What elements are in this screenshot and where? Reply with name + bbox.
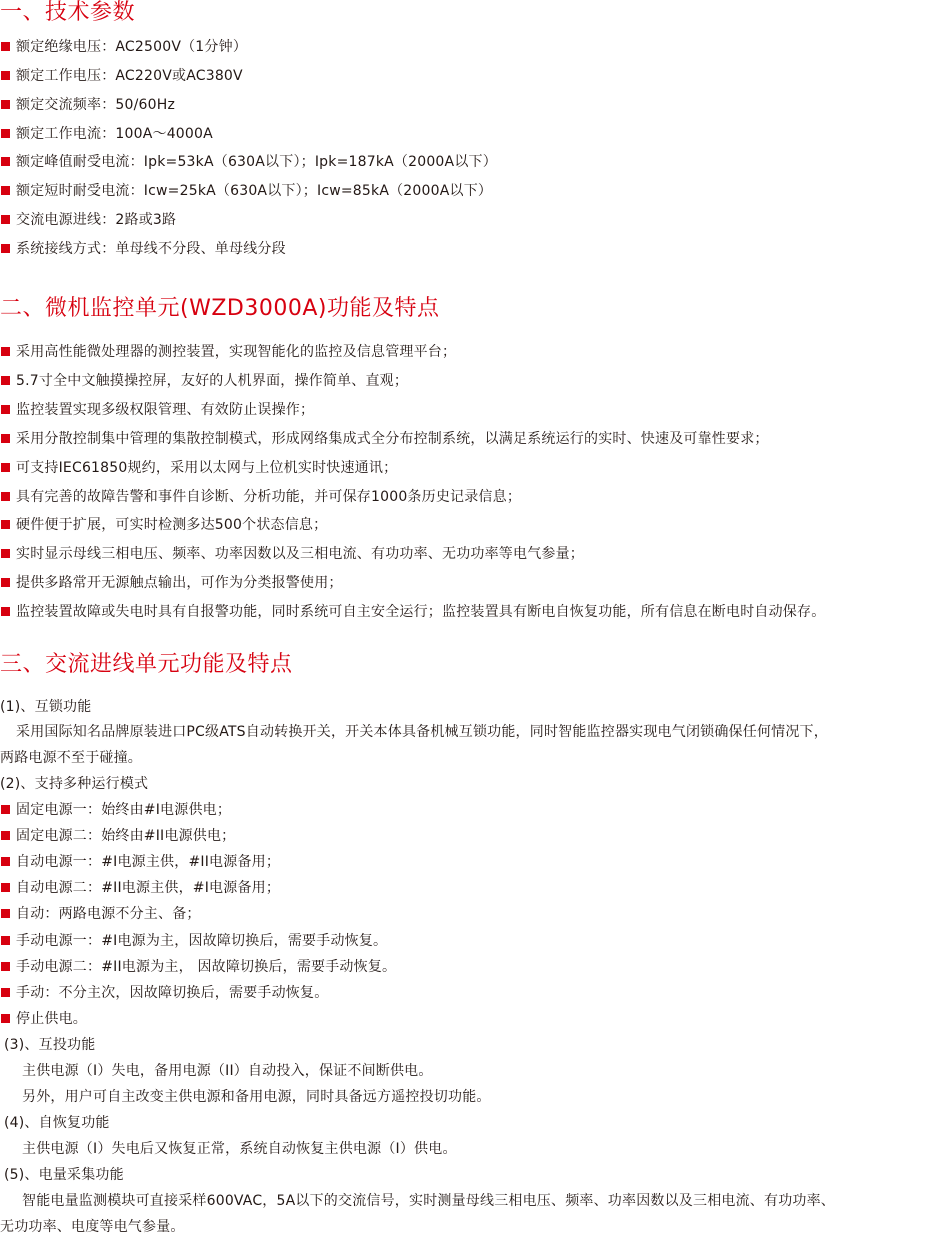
list-item: 实时显示母线三相电压、频率、功率因数以及三相电流、有功功率、无功功率等电气参量； — [0, 545, 584, 563]
list-item: 额定交流频率：50/60Hz — [0, 96, 175, 114]
list-item: 额定工作电流：100A～4000A — [0, 125, 213, 143]
list-item: 采用高性能微处理器的测控装置，实现智能化的监控及信息管理平台； — [0, 343, 456, 361]
list-item: 自动：两路电源不分主、备； — [0, 905, 201, 923]
list-item: 额定峰值耐受电流：Ipk=53kA（630A以下）；Ipk=187kA（2000A以下） — [0, 153, 497, 171]
list-item: 具有完善的故障告警和事件自诊断、分析功能，并可保存1000条历史记录信息； — [0, 488, 521, 506]
list-item: 5.7寸全中文触摸操控屏，友好的人机界面，操作简单、直观； — [0, 372, 408, 390]
list-item: 额定短时耐受电流：Icw=25kA（630A以下）；Icw=85kA（2000A以下） — [0, 182, 492, 200]
list-item: 额定工作电压：AC220V或AC380V — [0, 67, 243, 85]
paragraph-line: 采用国际知名品牌原装进口PC级ATS自动转换开关，开关本体具备机械互锁功能，同时智能监控器实现电气闭锁确保任何情况下， — [16, 724, 828, 740]
list-item: 系统接线方式：单母线不分段、单母线分段 — [0, 240, 286, 258]
list-item: 监控装置故障或失电时具有自报警功能，同时系统可自主安全运行；监控装置具有断电自恢复功能，所有信息在断电时自动保存。 — [0, 603, 825, 621]
subsection-heading: (1)、互锁功能 — [0, 699, 92, 715]
list-item: 停止供电。 — [0, 1010, 87, 1028]
list-item: 自动电源二：#II电源主供，#I电源备用； — [0, 879, 280, 897]
subsection-heading: (5)、电量采集功能 — [4, 1167, 124, 1183]
list-item: 手动电源二：#II电源为主， 因故障切换后，需要手动恢复。 — [0, 958, 396, 976]
subsection-heading: (4)、自恢复功能 — [4, 1115, 110, 1131]
list-item: 交流电源进线：2路或3路 — [0, 211, 176, 229]
paragraph-line: 主供电源（I）失电后又恢复正常，系统自动恢复主供电源（I）供电。 — [22, 1141, 457, 1157]
section-title-monitoring-unit: 二、微机监控单元(WZD3000A)功能及特点 — [0, 296, 440, 321]
section-title-technical-params: 一、技术参数 — [0, 0, 136, 25]
paragraph-line: 智能电量监测模块可直接采样600VAC，5A以下的交流信号，实时测量母线三相电压、频率、功率因数以及三相电流、有功功率、 — [22, 1193, 835, 1209]
list-item: 固定电源二：始终由#II电源供电； — [0, 827, 235, 845]
list-item: 额定绝缘电压：AC2500V（1分钟） — [0, 38, 247, 56]
list-item: 可支持IEC61850规约，采用以太网与上位机实时快速通讯； — [0, 459, 397, 477]
subsection-heading: (3)、互投功能 — [4, 1037, 96, 1053]
list-item: 提供多路常开无源触点输出，可作为分类报警使用； — [0, 574, 343, 592]
paragraph-line: 主供电源（I）失电，备用电源（II）自动投入，保证不间断供电。 — [22, 1063, 433, 1079]
paragraph-line: 两路电源不至于碰撞。 — [0, 750, 142, 766]
section-title-ac-incoming-unit: 三、交流进线单元功能及特点 — [0, 652, 293, 677]
list-item: 手动电源一：#I电源为主，因故障切换后，需要手动恢复。 — [0, 932, 387, 950]
list-item: 自动电源一：#I电源主供，#II电源备用； — [0, 853, 280, 871]
list-item: 监控装置实现多级权限管理、有效防止误操作； — [0, 401, 314, 419]
list-item: 手动：不分主次，因故障切换后，需要手动恢复。 — [0, 984, 328, 1002]
paragraph-line: 无功功率、电度等电气参量。 — [0, 1219, 185, 1235]
subsection-heading: (2)、支持多种运行模式 — [0, 776, 149, 792]
paragraph-line: 另外，用户可自主改变主供电源和备用电源，同时具备远方遥控投切功能。 — [22, 1089, 491, 1105]
list-item: 采用分散控制集中管理的集散控制模式，形成网络集成式全分布控制系统，以满足系统运行的实时、快速及可靠性要求； — [0, 430, 769, 448]
list-item: 固定电源一：始终由#I电源供电； — [0, 801, 231, 819]
list-item: 硬件便于扩展，可实时检测多达500个状态信息； — [0, 516, 327, 534]
